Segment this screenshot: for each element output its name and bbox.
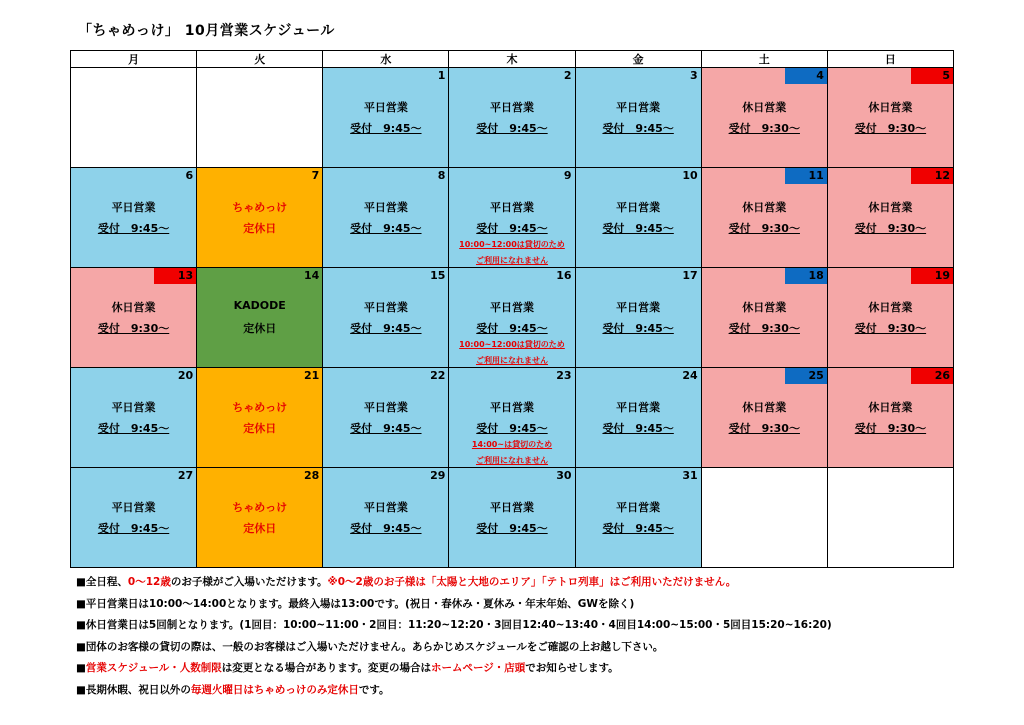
note-segment: 営業スケジュール・人数制限 [85,662,222,674]
day-number: 16 [556,269,572,282]
schedule-type: 平日営業 [363,301,408,314]
note-line [76,572,976,594]
reception-time [576,220,701,236]
page-title: 「ちゃめっけ」 10月営業スケジュール [78,23,335,39]
schedule-type: ちゃめっけ [232,401,288,414]
week-row [71,268,954,368]
weekday-header: 金 [575,51,701,68]
weekday-header: 木 [449,51,575,68]
week-row [71,368,954,468]
reception-time [449,420,574,436]
note-segment: ■平日営業日は10:00～14:00となります。最終入場は13:00です。(祝日・春休み・夏休み・年末年始、GWを除く) [76,597,635,610]
reception-time-text: 定休日 [243,222,277,235]
schedule-type: 休日営業 [742,101,787,114]
note-segment: ■ [76,662,86,674]
reception-time-text: 受付 9:45～ [350,322,422,335]
reception-time [71,520,196,536]
schedule-type: 休日営業 [742,301,787,314]
week-row [71,468,954,568]
day-cell [197,268,323,368]
schedule-type: 平日営業 [363,501,408,514]
reception-time-text: 受付 9:45～ [97,522,170,535]
day-cell [197,68,323,168]
reception-time [323,320,448,336]
day-number: 27 [177,469,194,482]
day-number: 12 [934,169,950,182]
reception-time [323,120,448,136]
day-number: 3 [690,69,698,82]
day-number: 17 [682,269,698,282]
reception-time-text: 受付 9:45～ [476,422,548,435]
reception-time [828,420,953,436]
weekday-header-row [71,51,954,68]
reservation-note-text: ご利用になれません [475,256,548,265]
day-cell [323,268,449,368]
day-number: 7 [311,169,320,182]
note-segment: ホームページ・店頭 [430,662,526,674]
reception-time [702,220,827,236]
reception-time-text: 受付 9:30～ [728,122,800,135]
reception-time-text: 定休日 [243,322,277,335]
day-cell [449,168,575,268]
schedule-type: 休日営業 [868,301,913,314]
day-number: 9 [563,169,572,182]
reception-time [197,220,322,236]
reception-time [323,220,448,236]
day-number: 6 [185,169,194,182]
reception-time [828,120,953,136]
reception-time-text: 受付 9:45～ [350,222,422,235]
reception-time [449,520,574,536]
schedule-type: 平日営業 [616,401,661,414]
reservation-note [449,439,574,450]
schedule-type: 休日営業 [742,401,787,414]
reception-time [576,120,701,136]
note-segment: でお知らせします。 [525,662,619,674]
reception-time-text: 受付 9:30～ [97,322,170,335]
reception-time [323,520,448,536]
reception-time-text: 受付 9:45～ [350,422,422,435]
reception-time-text: 受付 9:45～ [476,522,548,535]
day-number: 1 [437,69,446,82]
reception-time-text: 受付 9:30～ [854,322,927,335]
reception-time [71,220,196,236]
reception-time [828,220,953,236]
week-row [71,68,954,168]
reception-time [449,120,574,136]
day-cell [449,68,575,168]
reception-time-text: 受付 9:45～ [476,122,548,135]
schedule-type: 平日営業 [489,201,534,214]
reception-time [702,420,827,436]
day-number: 24 [682,369,698,382]
day-cell [827,268,953,368]
day-cell [71,368,197,468]
calendar-grid [70,50,954,568]
day-cell [827,368,953,468]
reception-time-text: 定休日 [243,422,277,435]
reception-time-text: 受付 9:45～ [97,222,170,235]
schedule-type: 平日営業 [111,401,156,414]
note-segment: ■休日営業日は5回制となります。(1回目：10:00~11:00・2回目：11:20~12:20・3回目12:40~13:40・4回目14:00~15:00・5回目15:20~16:20) [76,619,832,631]
day-cell [71,468,197,568]
day-number: 31 [682,469,698,482]
day-number: 21 [303,369,320,382]
day-cell [827,68,953,168]
day-cell [827,168,953,268]
day-number: 19 [934,269,950,282]
day-cell [701,268,827,368]
schedule-type: 休日営業 [868,101,913,114]
reception-time [576,420,701,436]
reception-time [323,420,448,436]
day-cell [323,368,449,468]
note-segment: です。 [358,683,390,696]
reception-time-text: 定休日 [243,522,277,535]
day-cell [323,68,449,168]
schedule-type: 平日営業 [616,101,661,114]
schedule-type: 休日営業 [868,201,913,214]
day-cell [575,68,701,168]
day-cell [323,468,449,568]
reception-time-text: 受付 9:45～ [350,522,422,535]
reception-time [71,420,196,436]
day-cell [575,268,701,368]
weekday-header: 火 [197,51,323,68]
weekday-header: 日 [827,51,953,68]
reception-time [576,520,701,536]
reception-time-text: 受付 9:45～ [350,122,422,135]
schedule-type: 平日営業 [363,401,408,414]
note-line [76,658,976,680]
schedule-type: 平日営業 [489,501,534,514]
note-segment: ■長期休暇、祝日以外の [76,683,191,696]
schedule-type: KADODE [233,299,286,312]
weekday-header: 月 [71,51,197,68]
schedule-type: 平日営業 [616,501,661,514]
day-number: 20 [177,369,194,382]
reception-time [197,420,322,436]
day-number: 23 [556,369,572,382]
reception-time-text: 受付 9:45～ [602,422,674,435]
reception-time-text: 受付 9:45～ [476,222,548,235]
note-segment: 0～12歳 [127,576,171,588]
note-line [76,594,976,616]
reception-time [71,320,196,336]
reservation-note-text: ご利用になれません [475,356,548,365]
day-cell [575,468,701,568]
day-cell [701,368,827,468]
day-number: 4 [816,69,824,82]
day-cell [701,468,827,568]
reception-time [576,320,701,336]
schedule-type: 平日営業 [616,301,661,314]
notes-section [76,572,976,701]
reception-time [197,320,322,336]
day-cell [449,368,575,468]
day-number: 26 [934,369,950,382]
day-cell [71,168,197,268]
schedule-type: 平日営業 [489,401,534,414]
day-cell [71,68,197,168]
schedule-type: 平日営業 [111,501,156,514]
note-line [76,637,976,659]
day-number: 15 [430,269,446,282]
reception-time-text: 受付 9:45～ [602,322,674,335]
schedule-type: ちゃめっけ [232,501,288,514]
schedule-type: 平日営業 [489,301,534,314]
reception-time [702,320,827,336]
reception-time-text: 受付 9:45～ [602,522,674,535]
reservation-note-text: 10:00~12:00は貸切のため [459,240,565,249]
day-cell [71,268,197,368]
schedule-type: 平日営業 [363,201,408,214]
schedule-type: 平日営業 [111,201,156,214]
weekday-header: 土 [701,51,827,68]
day-number: 18 [808,269,824,282]
day-cell [827,468,953,568]
day-number: 8 [437,169,446,182]
note-segment: ※0～2歳のお子様は「太陽と大地のエリア」「テトロ列車」はご利用いただけません。 [327,576,737,588]
day-cell [449,468,575,568]
day-number: 22 [430,369,446,382]
day-number: 29 [430,469,446,482]
reception-time-text: 受付 9:45～ [97,422,170,435]
reception-time-text: 受付 9:30～ [728,422,800,435]
day-number: 30 [556,469,572,482]
reception-time-text: 受付 9:30～ [854,222,927,235]
reservation-note [449,255,574,266]
note-segment: は変更となる場合があります。変更の場合は [221,662,431,674]
calendar-body [71,68,954,568]
reception-time-text: 受付 9:45～ [602,122,674,135]
day-number: 14 [303,269,320,282]
day-cell [449,268,575,368]
day-cell [701,168,827,268]
day-number: 10 [682,169,698,182]
day-number: 13 [177,269,194,282]
note-segment: ■団体のお客様の貸切の際は、一般のお客様はご入場いただけません。あらかじめスケジュールをご確認の上お越し下さい。 [76,640,664,653]
reception-time [449,220,574,236]
schedule-type: ちゃめっけ [232,201,288,214]
day-number: 5 [942,69,950,82]
reception-time-text: 受付 9:30～ [728,322,800,335]
schedule-type: 平日営業 [489,101,534,114]
reservation-note [449,239,574,250]
reception-time [828,320,953,336]
day-cell [575,168,701,268]
day-cell [197,368,323,468]
schedule-type: 平日営業 [363,101,408,114]
reservation-note [449,355,574,366]
day-number: 25 [808,369,824,382]
reception-time [197,520,322,536]
day-cell [323,168,449,268]
reservation-note [449,339,574,350]
reception-time-text: 受付 9:30～ [728,222,800,235]
reception-time-text: 受付 9:30～ [854,422,927,435]
day-cell [701,68,827,168]
reservation-note-text: 14:00~は貸切のため [471,440,553,449]
weekday-header: 水 [323,51,449,68]
reservation-note-text: ご利用になれません [475,456,548,465]
day-cell [575,368,701,468]
schedule-type: 休日営業 [742,201,787,214]
reception-time [702,120,827,136]
note-segment: ■全日程、 [76,576,128,588]
reception-time [449,320,574,336]
day-number: 11 [808,169,824,182]
reception-time-text: 受付 9:45～ [476,322,548,335]
note-line [76,680,976,702]
note-segment: のお子様がご入場いただけます。 [170,576,328,588]
day-number: 28 [303,469,320,482]
day-number: 2 [563,69,572,82]
schedule-type: 休日営業 [868,401,913,414]
reservation-note-text: 10:00~12:00は貸切のため [459,340,565,349]
note-segment: 毎週火曜日はちゃめっけのみ定休日 [190,683,359,696]
reception-time-text: 受付 9:30～ [854,122,927,135]
note-line [76,615,976,637]
reservation-note [449,455,574,466]
day-cell [197,468,323,568]
schedule-type: 平日営業 [616,201,661,214]
schedule-type: 休日営業 [111,301,156,314]
reception-time-text: 受付 9:45～ [602,222,674,235]
day-cell [197,168,323,268]
week-row [71,168,954,268]
